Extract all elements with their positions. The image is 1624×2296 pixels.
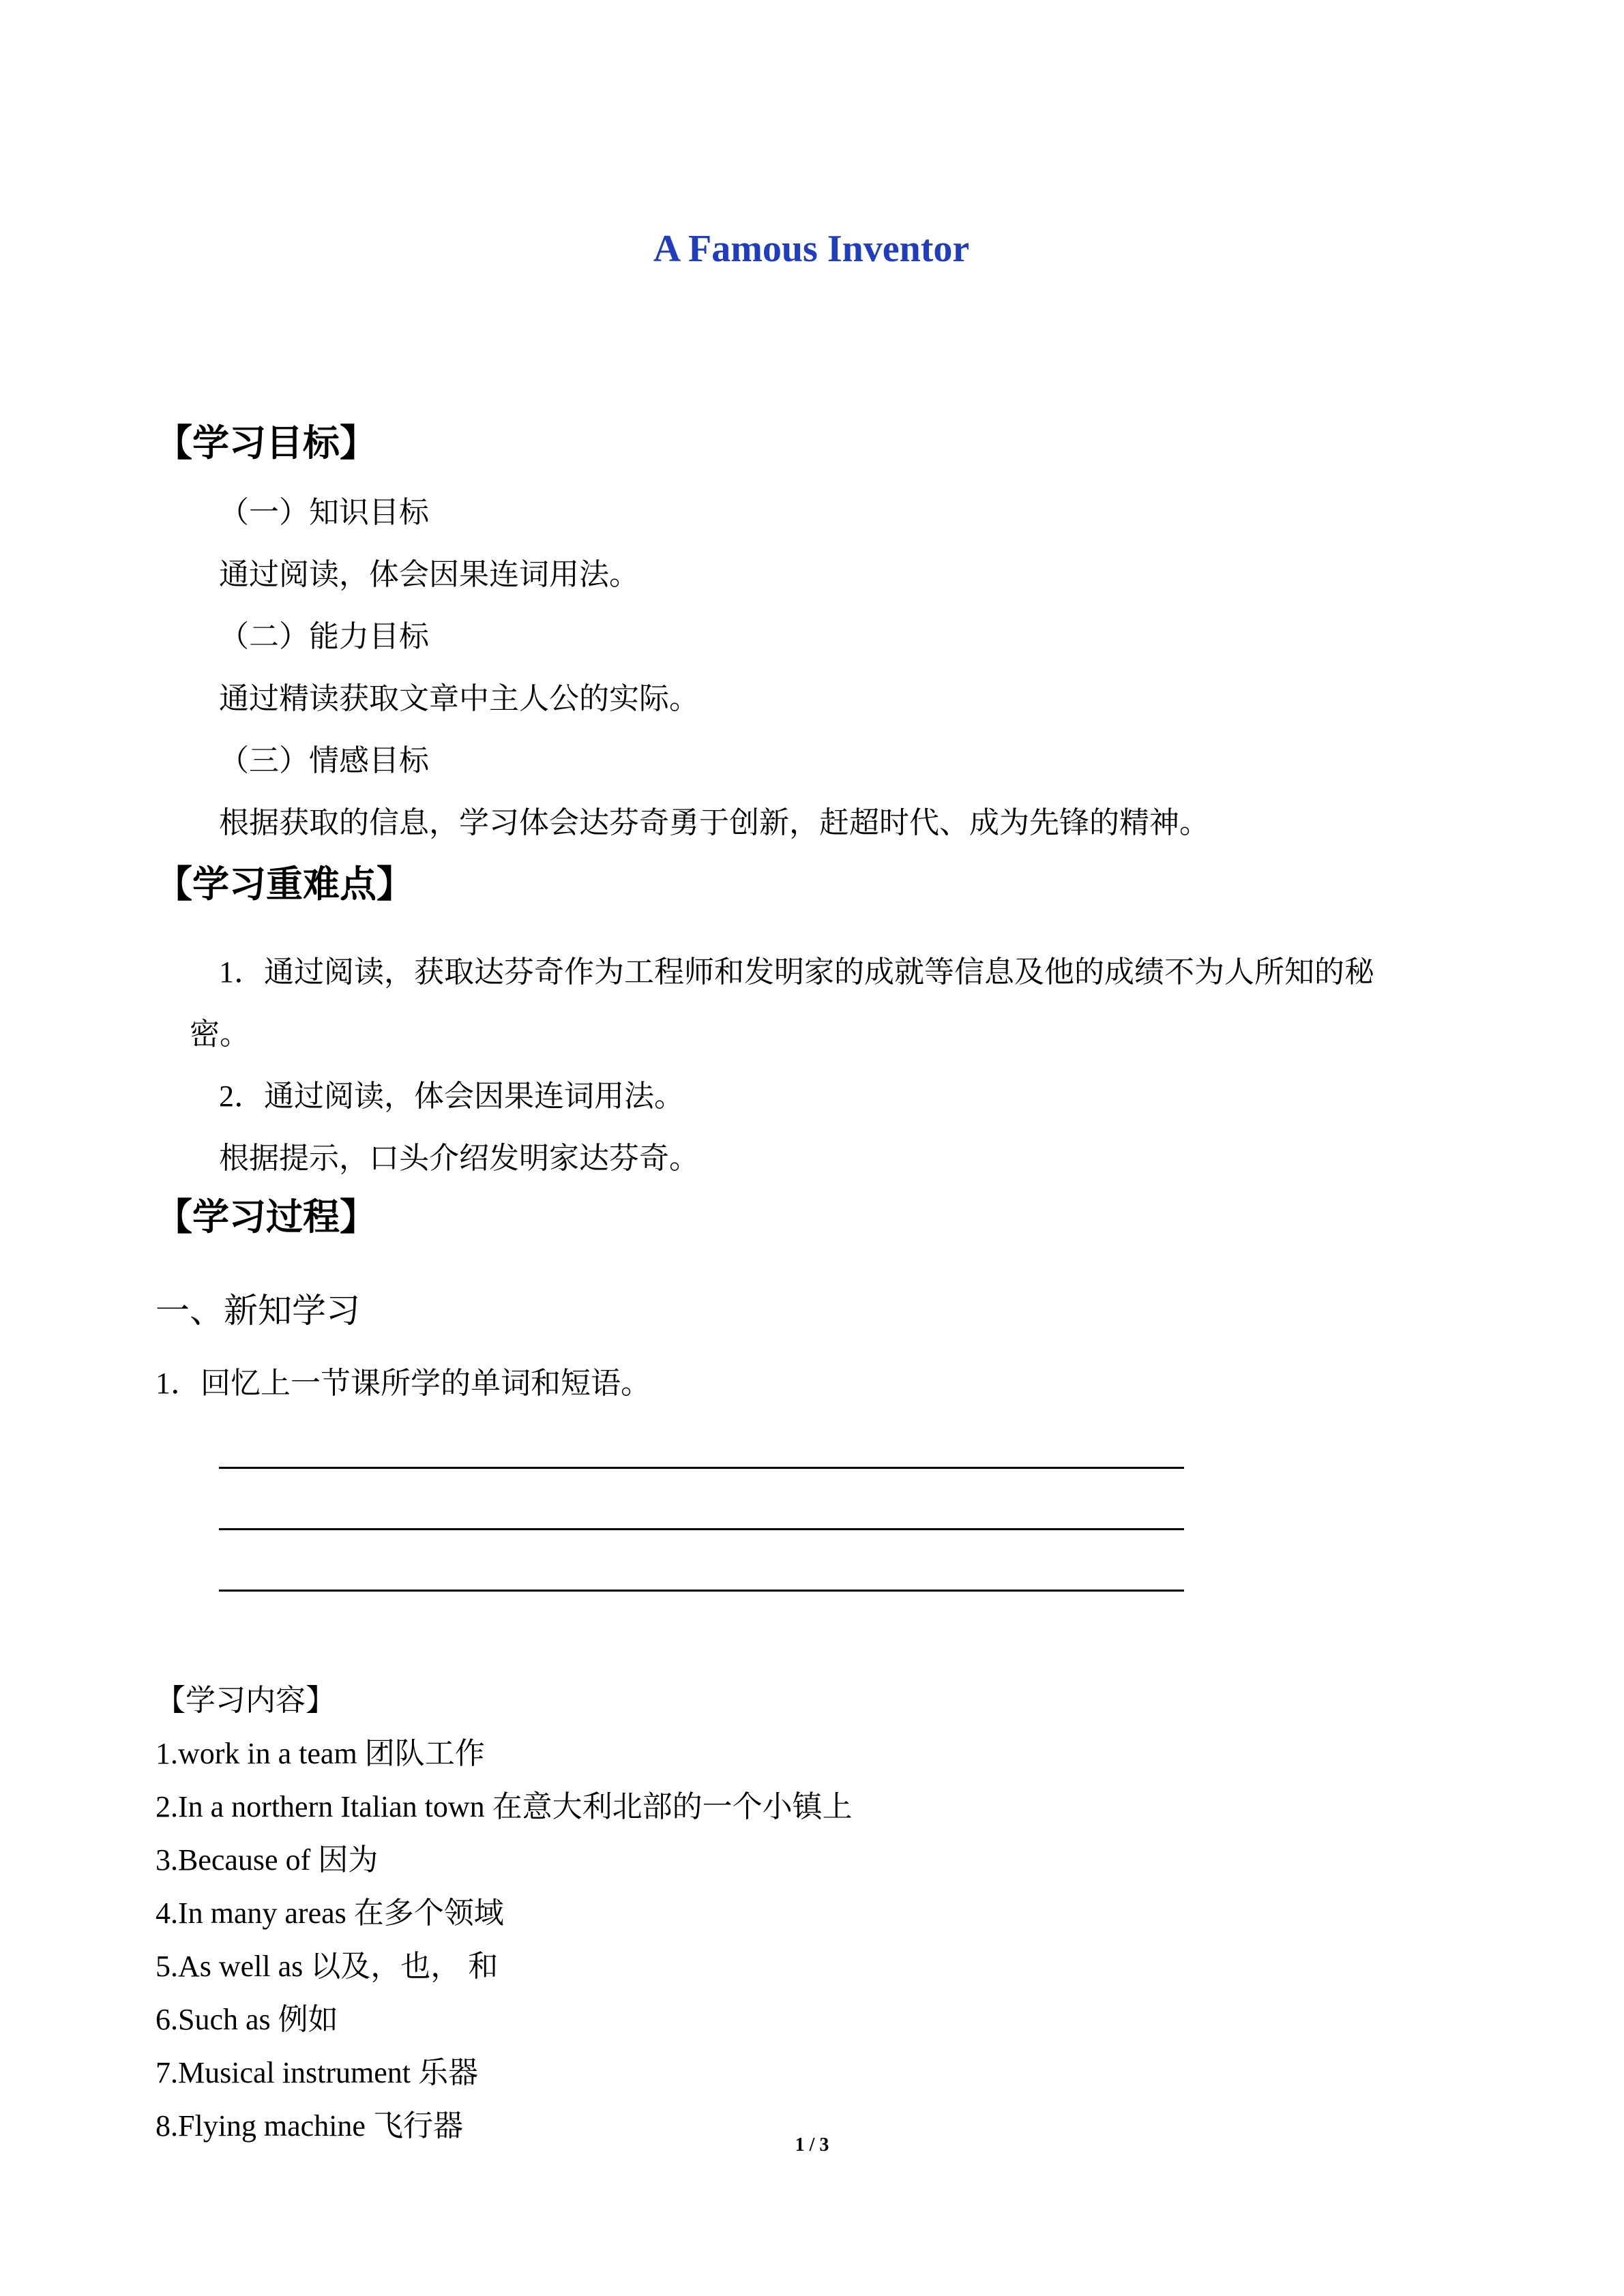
objective-line: 根据获取的信息，学习体会达芬奇勇于创新，赶超时代、成为先锋的精神。 — [219, 806, 1209, 839]
content-item: 5.As well as 以及，也， 和 — [156, 1950, 499, 1983]
content-item: 8.Flying machine 飞行器 — [156, 2109, 463, 2143]
content-item: 6.Such as 例如 — [156, 2003, 338, 2036]
blank-line — [219, 1469, 1184, 1530]
content-item: 3.Because of 因为 — [156, 1843, 379, 1877]
objectives-block — [156, 481, 1467, 854]
document-title: A Famous Inventor — [653, 228, 970, 270]
objective-line: （一）知识目标 — [219, 496, 429, 529]
content-item: 1.work in a team 团队工作 — [156, 1737, 485, 1770]
process-section-title: 一、新知学习 — [156, 1292, 360, 1330]
content-item: 7.Musical instrument 乐器 — [156, 2056, 478, 2089]
objectives-heading: 【学习目标】 — [156, 423, 377, 464]
blank-line — [219, 1530, 1184, 1592]
key-point-line: 2．通过阅读，体会因果连词用法。 — [219, 1079, 684, 1113]
page-number: 1 / 3 — [795, 2134, 829, 2156]
objective-line: 通过精读获取文章中主人公的实际。 — [219, 682, 699, 715]
key-points-block — [156, 941, 1467, 1189]
answer-blanks — [156, 1407, 1467, 1592]
content-heading: 【学习内容】 — [156, 1684, 336, 1717]
objective-line: （三）情感目标 — [219, 744, 429, 777]
content-item: 2.In a northern Italian town 在意大利北部的一个小镇上 — [156, 1790, 853, 1823]
process-heading: 【学习过程】 — [156, 1197, 377, 1238]
key-points-heading: 【学习重难点】 — [156, 864, 413, 905]
key-point-line: 1．通过阅读，获取达芬奇作为工程师和发明家的成就等信息及他的成绩不为人所知的秘 — [219, 955, 1374, 989]
key-point-line: 根据提示，口头介绍发明家达芬奇。 — [219, 1142, 699, 1175]
content-item: 4.In many areas 在多个领域 — [156, 1896, 504, 1930]
objective-line: 通过阅读，体会因果连词用法。 — [219, 558, 639, 591]
blank-line — [219, 1407, 1184, 1469]
process-item: 1．回忆上一节课所学的单词和短语。 — [156, 1367, 651, 1400]
objective-line: （二）能力目标 — [219, 620, 429, 653]
key-point-line: 密。 — [190, 1017, 250, 1051]
